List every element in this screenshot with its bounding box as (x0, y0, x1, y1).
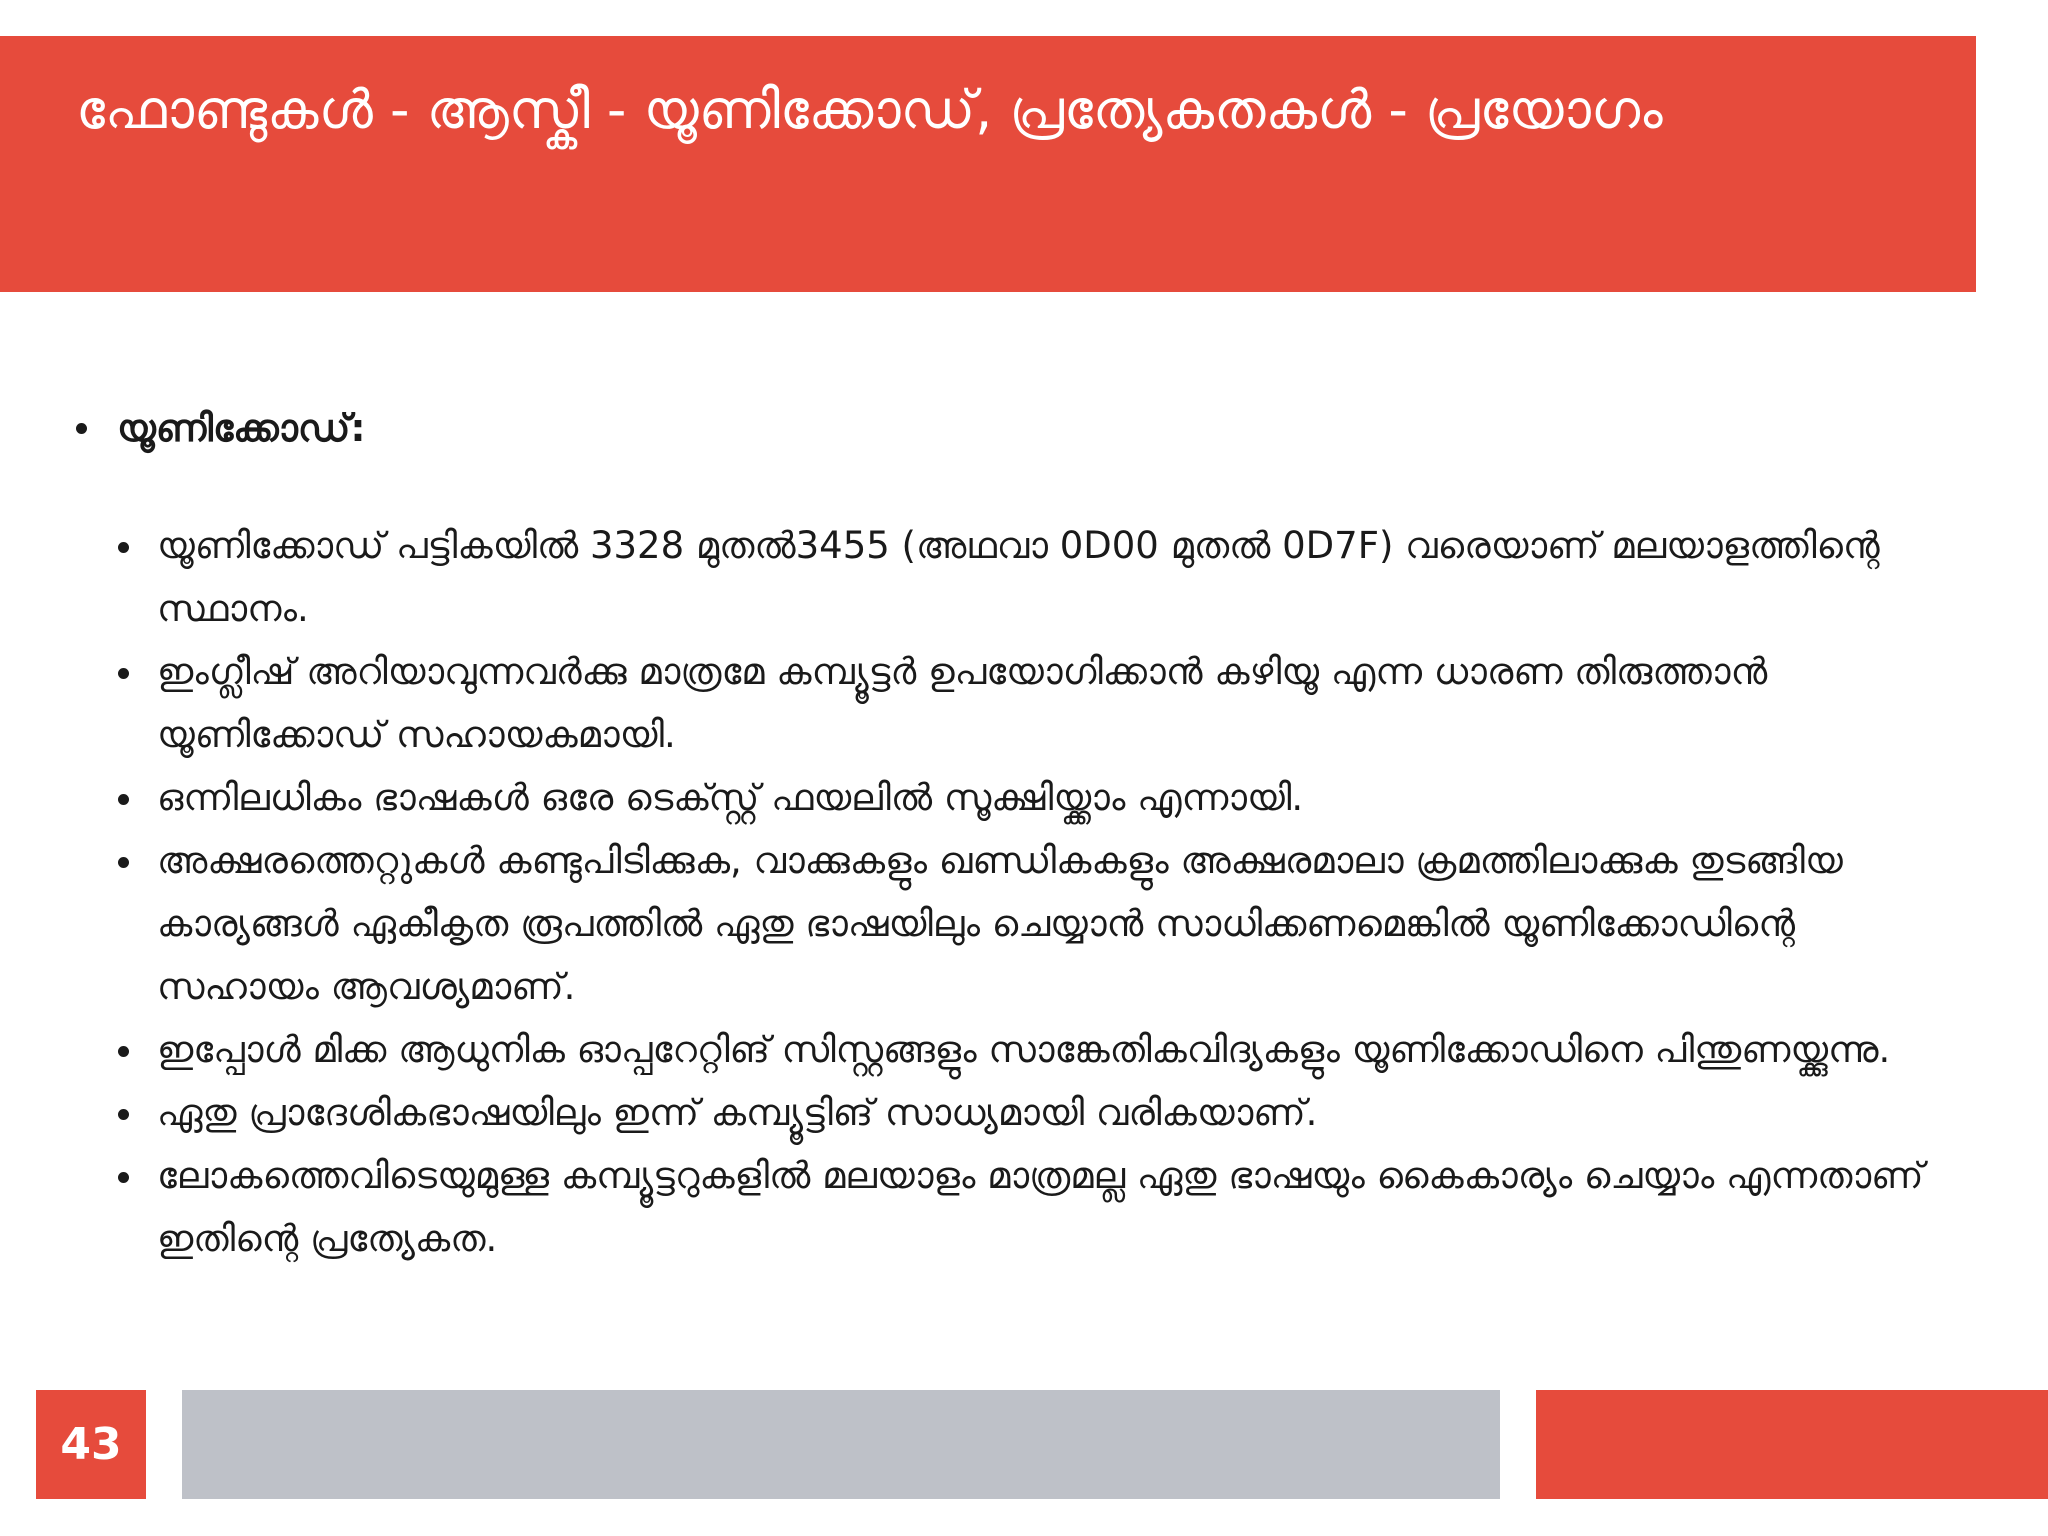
page-number: 43 (36, 1390, 146, 1499)
main-bullet-item (76, 398, 1976, 458)
list-item-text: അക്ഷരത്തെറ്റുകൾ കണ്ടുപിടിക്കുക, വാക്കുകളും ഖണ്ഡികകളും അക്ഷരമാലാ ക്രമത്തിലാക്കുക തുടങ്ങിയ കാര്യങ്ങൾ ഏകീകൃത രൂപത്തിൽ ഏതു ഭാഷയിലും ചെയ്യാൻ സാധിക്കണമെങ്കിൽ യൂണിക്കോഡിന്റെ സഹായം ആവശ്യമാണ്. (157, 839, 1843, 1008)
list-item (118, 766, 1976, 829)
bullet-dot-icon (76, 423, 87, 434)
bullet-dot-icon (118, 542, 129, 553)
list-item-text: ഇപ്പോൾ മിക്ക ആധുനിക ഓപ്പറേറ്റിങ് സിസ്റ്റങ്ങളും സാങ്കേതികവിദ്യകളും യൂണിക്കോഡിനെ പിന്തുണയ്ക്കുന്നു. (157, 1028, 1891, 1071)
list-item-text: ഇംഗ്ലീഷ് അറിയാവുന്നവർക്കു മാത്രമേ കമ്പ്യൂട്ടർ ഉപയോഗിക്കാൻ കഴിയൂ എന്ന ധാരണ തിരുത്താൻ യൂണിക്കോഡ് സഹായകമായി. (157, 650, 1768, 756)
list-item-text: ലോകത്തെവിടെയുമുള്ള കമ്പ്യൂട്ടറുകളിൽ മലയാളം മാത്രമല്ല ഏതു ഭാഷയും കൈകാര്യം ചെയ്യാം എന്നതാണ് ഇതിന്റെ പ്രത്യേകത. (157, 1154, 1924, 1260)
list-item (118, 1018, 1976, 1081)
bullet-dot-icon (118, 1109, 129, 1120)
list-item (118, 829, 1976, 1018)
list-item (118, 1144, 1976, 1270)
list-item-text: ഏതു പ്രാദേശികഭാഷയിലും ഇന്ന് കമ്പ്യൂട്ടിങ് സാധ്യമായി വരികയാണ്. (157, 1091, 1318, 1134)
bullet-dot-icon (118, 794, 129, 805)
bullet-dot-icon (118, 857, 129, 868)
list-item (118, 1081, 1976, 1144)
section-heading: യൂണിക്കോഡ്: (117, 406, 366, 450)
list-item (118, 514, 1976, 640)
list-item-text: ഒന്നിലധികം ഭാഷകൾ ഒരേ ടെക്സ്റ്റ് ഫയലിൽ സൂക്ഷിയ്ക്കാം എന്നായി. (157, 776, 1304, 819)
bullet-dot-icon (118, 1172, 129, 1183)
list-item-text: യൂണിക്കോഡ് പട്ടികയിൽ 3328 മുതൽ3455 (അഥവാ 0D00 മുതൽ 0D7F) വരെയാണ് മലയാളത്തിന്റെ സ്ഥാനം. (157, 524, 1880, 630)
sub-bullet-list (76, 514, 1976, 1270)
bullet-dot-icon (118, 1046, 129, 1057)
slide-content (76, 398, 1976, 1270)
title-bar (0, 36, 1976, 292)
list-item (118, 640, 1976, 766)
footer-gray-bar (182, 1390, 1500, 1499)
footer-accent-bar (1536, 1390, 2048, 1499)
bullet-dot-icon (118, 668, 129, 679)
slide-title: ഫോണ്ടുകൾ - ആസ്കീ - യൂണിക്കോഡ്, പ്രത്യേകതകൾ - പ്രയോഗം (76, 78, 1663, 141)
